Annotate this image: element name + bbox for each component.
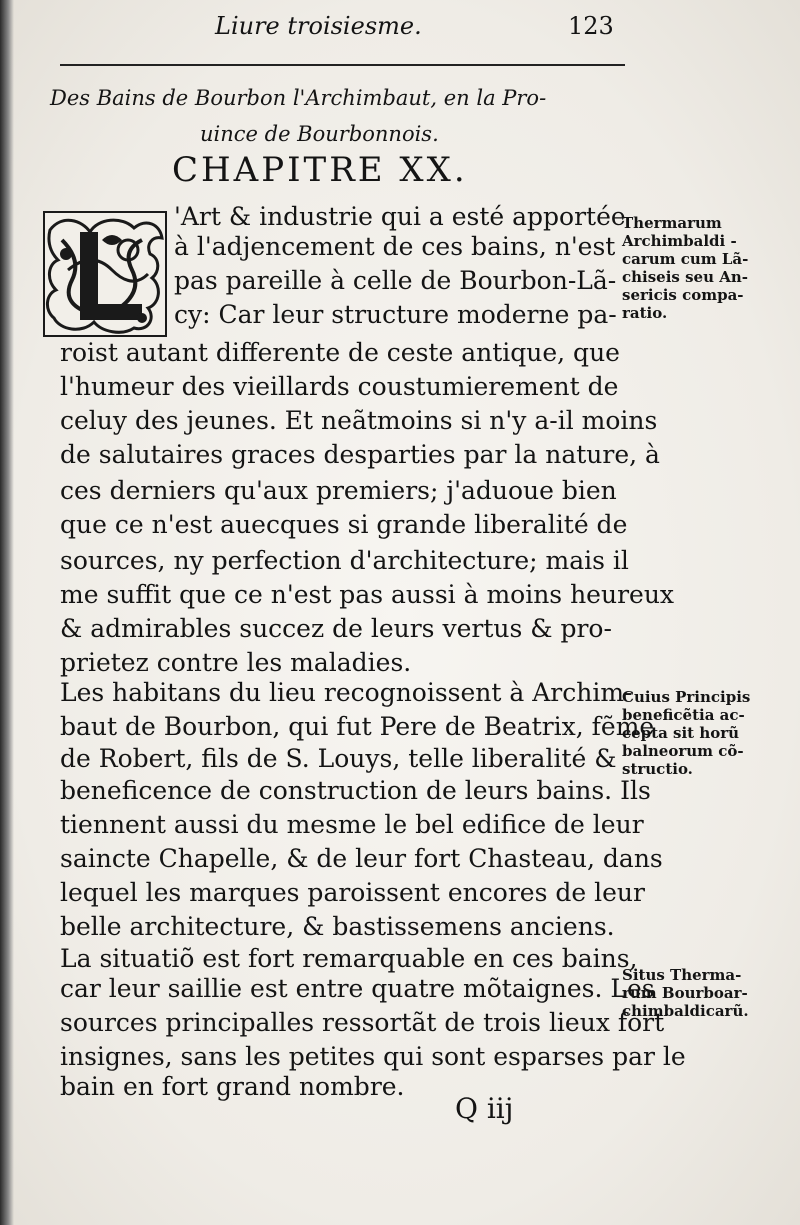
margin-note-line: structio. — [622, 760, 693, 778]
text-line: roist autant differente de ceste antique, que — [60, 338, 620, 367]
text-line: saincte Chapelle, & de leur fort Chasteau, dans — [60, 844, 663, 873]
signature-mark: Q iij — [455, 1092, 514, 1125]
text-line: baut de Bourbon, qui fut Pere de Beatrix, fẽme — [60, 712, 655, 741]
margin-note-line: Thermarum — [622, 214, 722, 232]
text-line: de Robert, fils de S. Louys, telle liberalité & — [60, 744, 617, 773]
text-line: bain en fort grand nombre. — [60, 1072, 405, 1101]
margin-note-line: sericis compa- — [622, 286, 744, 304]
chapter-subject-line2: uince de Bourbonnois. — [200, 122, 439, 146]
text-line: ces derniers qu'aux premiers; j'aduoue bien — [60, 476, 617, 505]
margin-note-line: cepta sit horũ — [622, 724, 740, 742]
text-line: me suffit que ce n'est pas aussi à moins heureux — [60, 580, 675, 609]
text-line: que ce n'est auecques si grande liberalité de — [60, 510, 628, 539]
text-line: beneficence de construction de leurs bains. Ils — [60, 776, 651, 805]
margin-note-line: rum Bourboar- — [622, 984, 748, 1002]
text-line: La situatiõ est fort remarquable en ces bains, — [60, 944, 638, 973]
margin-note — [622, 688, 750, 778]
running-title: Liure troisiesme. — [215, 12, 422, 40]
text-line: belle architecture, & bastissemens anciens. — [60, 912, 615, 941]
text-line: Les habitans du lieu recognoissent à Archim- — [60, 678, 633, 707]
text-line: cy: Car leur structure moderne pa- — [174, 300, 617, 329]
text-line: lequel les marques paroissent encores de leur — [60, 878, 645, 907]
margin-note-line: chimbaldicarũ. — [622, 1002, 749, 1020]
text-line: à l'adjencement de ces bains, n'est — [174, 232, 616, 261]
margin-note-line: Cuius Principis — [622, 688, 751, 706]
text-line: insignes, sans les petites qui sont esparses par le — [60, 1042, 686, 1071]
margin-note-line: balneorum cõ- — [622, 742, 744, 760]
margin-note-line: chiseis seu An- — [622, 268, 748, 286]
margin-note-line: carum cum Lã- — [622, 250, 749, 268]
text-line: l'humeur des vieillards coustumierement de — [60, 372, 619, 401]
text-line: celuy des jeunes. Et neãtmoins si n'y a-il moins — [60, 406, 658, 435]
margin-note-line: beneficẽtia ac- — [622, 706, 745, 724]
text-line: 'Art & industrie qui a esté apportée — [174, 202, 626, 231]
page-number: 123 — [568, 12, 614, 40]
chapter-subject-line1: Des Bains de Bourbon l'Archimbaut, en la Pro- — [50, 86, 547, 110]
text-line: sources, ny perfection d'architecture; mais il — [60, 546, 629, 575]
margin-note-line: Archimbaldi - — [622, 232, 737, 250]
margin-note — [622, 966, 749, 1020]
margin-note — [622, 214, 748, 322]
text-line: de salutaires graces desparties par la nature, à — [60, 440, 660, 469]
margin-note-line: ratio. — [622, 304, 668, 322]
chapter-title: CHAPITRE XX. — [172, 150, 468, 190]
text-line: car leur saillie est entre quatre mõtaignes. Les — [60, 974, 655, 1003]
text-line: tiennent aussi du mesme le bel edifice de leur — [60, 810, 644, 839]
text-line: prietez contre les maladies. — [60, 648, 412, 677]
text-line: sources principalles ressortãt de trois lieux fort — [60, 1008, 665, 1037]
text-line: & admirables succez de leurs vertus & pro- — [60, 614, 612, 643]
margin-note-line: Situs Therma- — [622, 966, 742, 984]
text-line: pas pareille à celle de Bourbon-Lã- — [174, 266, 617, 295]
